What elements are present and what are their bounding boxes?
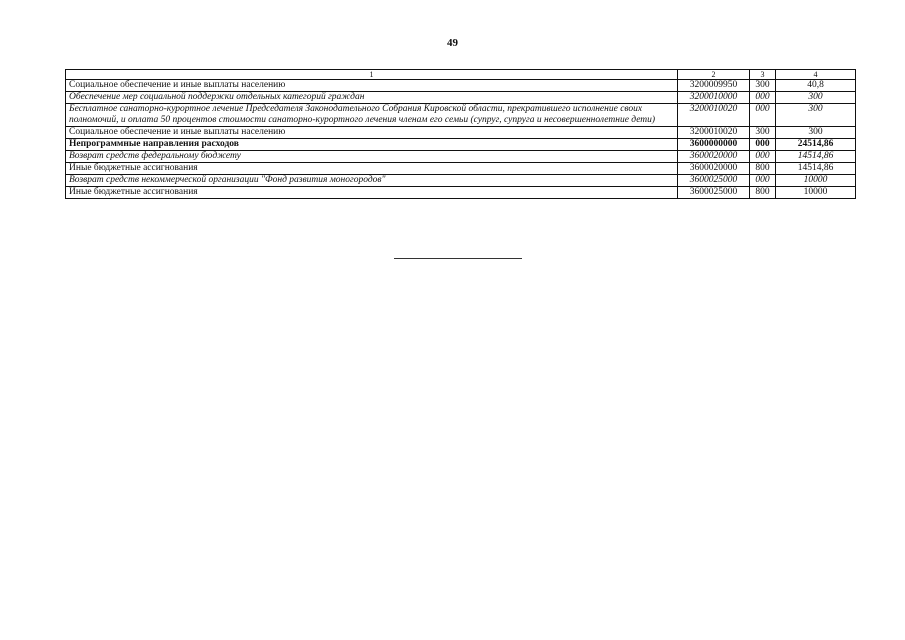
row-name-cell: Иные бюджетные ассигнования [66,163,678,175]
table-header-row [66,70,856,80]
row-code-cell: 3600025000 [678,187,750,199]
row-code-cell: 3600025000 [678,175,750,187]
header-cell-sum: 4 [776,70,856,80]
row-vr-cell: 300 [750,80,776,92]
header-cell-code: 2 [678,70,750,80]
header-cell-name: 1 [66,70,678,80]
row-vr-cell: 000 [750,151,776,163]
table-row [66,127,856,139]
end-of-table-rule [394,258,522,259]
row-vr-cell: 800 [750,187,776,199]
table-row [66,80,856,92]
row-vr-cell: 300 [750,127,776,139]
row-name-cell: Возврат средств некоммерческой организации "Фонд развития моногородов" [66,175,678,187]
row-code-cell: 3200010020 [678,104,750,127]
row-sum-cell: 300 [776,104,856,127]
row-code-cell: 3200009950 [678,80,750,92]
table-row [66,175,856,187]
row-sum-cell: 14514,86 [776,151,856,163]
row-sum-cell: 10000 [776,187,856,199]
budget-table [65,69,856,199]
row-vr-cell: 000 [750,92,776,104]
row-code-cell: 3600020000 [678,151,750,163]
page-number: 49 [447,37,458,49]
row-name-cell: Непрограммные направления расходов [66,139,678,151]
row-name-cell: Социальное обеспечение и иные выплаты населению [66,80,678,92]
row-code-cell: 3200010000 [678,92,750,104]
header-cell-vr: 3 [750,70,776,80]
row-name-cell: Обеспечение мер социальной поддержки отдельных категорий граждан [66,92,678,104]
row-sum-cell: 40,8 [776,80,856,92]
row-name-cell: Социальное обеспечение и иные выплаты населению [66,127,678,139]
row-name-cell: Возврат средств федеральному бюджету [66,151,678,163]
row-name-cell: Иные бюджетные ассигнования [66,187,678,199]
row-sum-cell: 300 [776,127,856,139]
row-vr-cell: 000 [750,139,776,151]
row-sum-cell: 10000 [776,175,856,187]
row-sum-cell: 300 [776,92,856,104]
table-row [66,104,856,127]
row-code-cell: 3600020000 [678,163,750,175]
row-sum-cell: 14514,86 [776,163,856,175]
row-vr-cell: 800 [750,163,776,175]
table-row [66,187,856,199]
row-code-cell: 3600000000 [678,139,750,151]
table-row [66,139,856,151]
table-row [66,92,856,104]
row-vr-cell: 000 [750,104,776,127]
row-sum-cell: 24514,86 [776,139,856,151]
row-vr-cell: 000 [750,175,776,187]
row-code-cell: 3200010020 [678,127,750,139]
row-name-cell: Бесплатное санаторно-курортное лечение Председателя Законодательного Собрания Кировской области, прекратившего исполнение своих полномочий, и оплата 50 процентов стоимости санаторно-курортного лечения членам его семьи (супруг, супруга и несовершеннолетние дети) [66,104,678,127]
table-row [66,163,856,175]
table-row [66,151,856,163]
